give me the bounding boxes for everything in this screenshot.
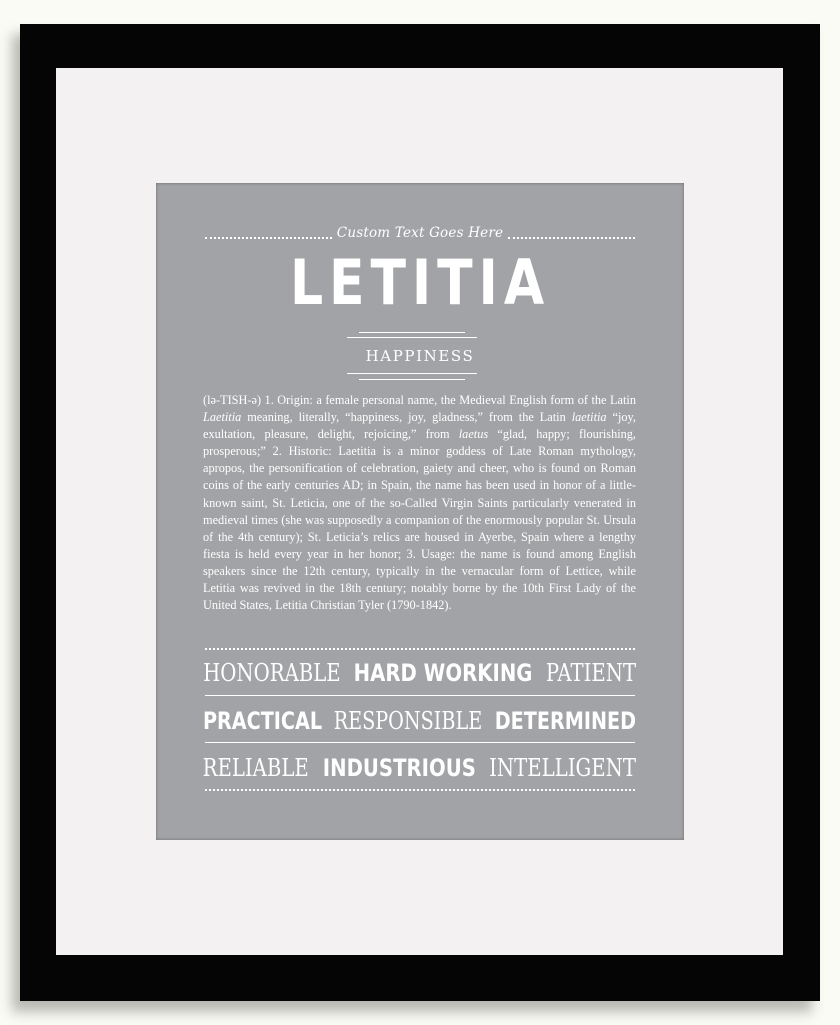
- trait-word: RELIABLE: [202, 754, 310, 782]
- trait-rule-2: [205, 742, 635, 743]
- rule-top-1: [359, 332, 465, 333]
- trait-item: [203, 658, 341, 688]
- name-title: LETITIA: [289, 246, 551, 319]
- trait-rule-1: [205, 695, 635, 696]
- trait-word: INDUSTRIOUS: [322, 754, 476, 782]
- trait-item: [334, 706, 483, 736]
- trait-item: [489, 753, 636, 783]
- trait-item: [546, 658, 636, 688]
- trait-item: [203, 753, 309, 783]
- definition-text: (lə-TISH-ə) 1. Origin: a female personal name, the Medieval English form of the Latin: [203, 393, 636, 407]
- trait-item: [323, 753, 476, 783]
- rule-top-2: [347, 337, 477, 338]
- trait-row-1: [203, 655, 636, 691]
- definition-italic-term: laetitia: [571, 410, 607, 425]
- trait-item: [203, 706, 322, 736]
- definition-text: meaning, literally, “happiness, joy, gladness,” from the Latin: [241, 410, 572, 425]
- trait-word: INTELLIGENT: [489, 754, 636, 782]
- definition-italic-term: Laetitia: [203, 410, 242, 425]
- dotted-divider-traits-bottom: [205, 789, 635, 791]
- rule-bottom-2: [359, 379, 465, 380]
- definition-italic-term: laetus: [458, 427, 489, 442]
- custom-text: Custom Text Goes Here: [336, 225, 504, 241]
- dotted-divider-right: [508, 237, 635, 239]
- trait-word: RESPONSIBLE: [334, 707, 483, 735]
- name-print: [156, 183, 684, 840]
- trait-word: HARD WORKING: [353, 659, 533, 687]
- trait-item: [495, 706, 636, 736]
- name-meaning: HAPPINESS: [365, 347, 475, 365]
- dotted-divider-traits-top: [205, 648, 635, 650]
- rule-bottom-1: [347, 373, 477, 374]
- trait-word: PATIENT: [545, 659, 636, 687]
- definition-text: “joy, exultation, pleasure, delight, rejoicing,” from: [203, 410, 636, 442]
- name-definition: [203, 392, 636, 614]
- trait-word: HONORABLE: [203, 659, 341, 687]
- trait-item: [354, 658, 533, 688]
- trait-row-2: [203, 703, 636, 739]
- trait-word: PRACTICAL: [203, 707, 323, 735]
- definition-text: “glad, happy; flourishing, prosperous;” 2. Historic: Laetitia is a minor goddess of Late Roman mythology, apropos, the personification of celebration, gaiety and cheer, who is found on Roman coins of the early centuries AD; in Spain, the name has been used in honor of a little-known saint, St. Leticia, one of the so-Called Virgin Saints particularly venerated in medieval times (she was supposedly a companion of the enormously popular St. Ursula of the 4th century); St. Leticia’s relics are housed in Ayerbe, Spain where a lengthy fiesta is held every year in her honor; 3. Usage: the name is found among English speakers since the 12th century, typically in the vernacular form of Lettice, while Letitia was revived in the 18th century; notably borne by the 10th First Lady of the United States, Letitia Christian Tyler (1790-1842).: [203, 427, 637, 613]
- trait-word: DETERMINED: [494, 707, 636, 735]
- trait-row-3: [203, 750, 636, 786]
